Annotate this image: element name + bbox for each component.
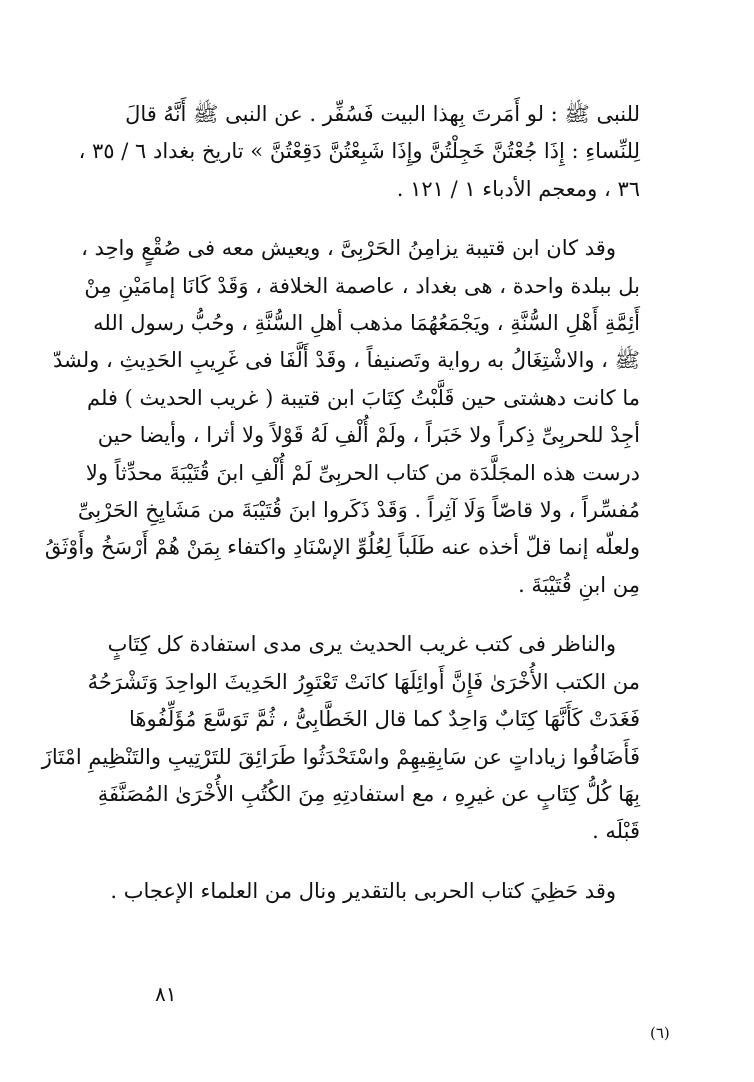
text-line: مُفسِّراً ، ولا قاصّاً وَلَا آثِراً . وَقَدْ ذَكَروا ابنَ قُتَيْبَةَ من مَشَايِخِ الحَرْبِىِّ [77, 498, 640, 523]
text-line: فَأَضَافُوا زياداتٍ عن سَابِقِيهِمْ واسْتَحْدَثُوا طَرَائِقَ للتَرْتِيبِ والتَنْظِيمِ امْتَازَ [41, 744, 640, 769]
text-line: للنبى ﷺ : لو أَمَرتَ بِهذا البيت فَسُفِّر . عن النبى ﷺ أَنَّهُ قالَ [125, 102, 640, 126]
text-line: فَغَدَتْ كَأَنَّهَا كِتَابٌ وَاحِدٌ كما قال الخَطَّابِىُّ ، ثُمَّ تَوَسَّعَ مُؤَلِّفُوهَا [128, 707, 640, 732]
text-line: من الكتب الأُخْرَىٰ فَإِنَّ أَوائِلَهَا كانَتْ تَعْتَوِرُ الحَدِيثَ الواحِدَ وَتَشْرَحُهُ [87, 669, 640, 694]
text-line: بِهَا كُلُّ كِتَابٍ عن غيرِهِ ، مع استفادتِهِ مِنَ الكُتُبِ الأُخْرَىٰ المُصَنَّفَةِ [97, 781, 640, 806]
paragraph-3 [41, 626, 640, 850]
text-line: ما كانت دهشتى حين قَلَّبْتُ كِتَابَ ابن قتيبة ( غريب الحديث ) فلم [86, 385, 640, 410]
paragraph-4 [110, 873, 640, 910]
text-line: ٣٦ ، ومعجم الأدباء ١ / ١٢١ . [396, 176, 640, 201]
text-line: وقد حَظِيَ كتاب الحربى بالتقدير ونال من العلماء الإعجاب . [110, 878, 616, 903]
text-line: درست هذه المجَلَّدَة من كتاب الحربِىِّ لَمْ أُلْفِ ابنَ قُتَيْبَةَ محدِّثاً ولا [85, 460, 640, 485]
text-line: بل ببلدة واحدة ، هى بغداد ، عاصمة الخلافة ، وَقَدْ كَانَا إمامَيْنِ مِنْ [84, 273, 640, 298]
text-line: وقد كان ابن قتيبة يزامِنُ الحَرْبِىَّ ، ويعيش معه فى صُقْعٍ واحِد ، [81, 236, 616, 261]
sheet-mark: (٦) [650, 1024, 670, 1042]
text-line: والناظر فى كتب غريب الحديث يرى مدى استفادة كل كِتَابٍ [107, 632, 616, 657]
text-line: مِن ابنِ قُتَيْبَةَ . [518, 572, 640, 597]
paragraph-1 [78, 96, 640, 208]
text-line: ولعلّه إنما قلّ أخذه عنه طَلَباً لِعُلُوِّ الإسْنَادِ واكتفاء بِمَنْ هُمْ أَرْسَخُ وأَوْثَقُ [44, 535, 640, 560]
body-text [41, 96, 640, 932]
text-line: أَئِمَّةِ أَهْلِ السُّنَّةِ ، ويَجْمَعُهُمَا مذهب أهلِ السُّنَّةِ ، وحُبُّ رسول الله [93, 311, 640, 336]
paragraph-2 [44, 230, 640, 604]
text-line: لِلنِّساءِ : إِذَا جُعْتُنَّ خَجِلْتُنَّ وإِذَا شَبِعْتُنَّ دَقِعْتُنَّ » تاريخ بغداد ٦ / ٣٥ ، [78, 139, 640, 164]
text-line: قَبْلَه . [592, 819, 640, 844]
text-line: أجِدْ للحربِىِّ ذِكراً ولا خَبَراً ، ولَمْ أُلْفِ لَهُ قَوْلاً ولا أثرا ، وأيضا حين [97, 423, 640, 448]
text-line: ﷺ ، والاشْتِغَالُ به رواية وتَصنيفاً ، وقَدْ أَلَّفَا فى غَرِيبِ الحَدِيثِ ، ولشدّ [53, 348, 640, 373]
page-number: ٨١ [155, 982, 177, 1006]
